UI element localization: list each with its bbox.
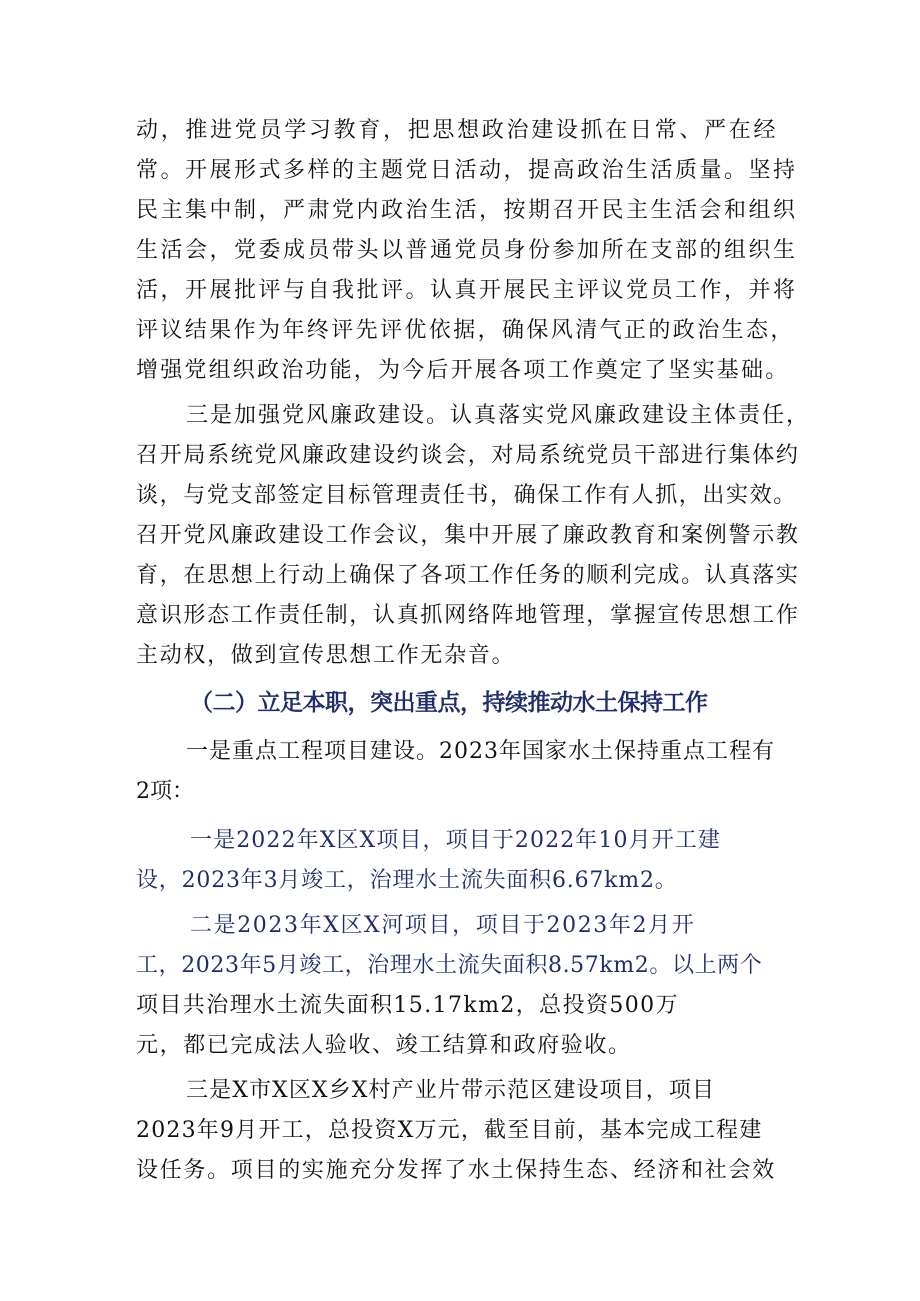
body-line: 意识形态工作责任制，认真抓网络阵地管理，掌握宣传思想工作 [136,603,800,628]
project-item-2: 二是2023年X区X河项目，项目于2023年2月开 [190,913,696,938]
body-line: 主动权，做到宣传思想工作无杂音。 [136,643,516,668]
body-line: 设任务。项目的实施充分发挥了水土保持生态、经济和社会效 [136,1158,776,1183]
body-line: 生活会，党委成员带头以普通党员身份参加所在支部的组织生 [136,238,798,263]
body-line: 常。开展形式多样的主题党日活动，提高政治生活质量。坚持 [136,158,798,183]
body-line: 2023年9月开工，总投资X万元，截至目前，基本完成工程建 [136,1118,763,1143]
body-line: 活，开展批评与自我批评。认真开展民主评议党员工作，并将 [136,278,798,303]
body-line: 谈，与党支部签定目标管理责任书，确保工作有人抓，出实效。 [136,483,797,508]
body-line: 民主集中制，严肃党内政治生活，按期召开民主生活会和组织 [136,198,798,223]
section-heading: （二）立足本职，突出重点，持续推动水土保持工作 [190,690,708,716]
project-item-1: 一是2022年X区X项目，项目于2022年10月开工建 [190,828,721,853]
paragraph-heading-demo-zone: 三是X市X区X乡X村产业片带示范区建设项目，项目 [186,1078,716,1103]
body-line: 项目共治理水土流失面积15.17km2，总投资500万 [136,993,679,1018]
body-line: 动，推进党员学习教育，把思想政治建设抓在日常、严在经 [136,118,779,143]
body-line: 评议结果作为年终评先评优依据，确保风清气正的政治生态， [136,318,795,343]
body-line: 召开党风廉政建设工作会议，集中开展了廉政教育和案例警示教 [136,523,800,548]
body-line: 育，在思想上行动上确保了各项工作任务的顺利完成。认真落实 [136,563,800,588]
paragraph-heading-key-projects: 一是重点工程项目建设。2023年国家水土保持重点工程有 [186,739,775,764]
body-line: 召开局系统党风廉政建设约谈会，对局系统党员干部进行集体约 [136,443,800,468]
body-line: 2项： [136,779,194,804]
body-line: 增强党组织政治功能，为今后开展各项工作奠定了坚实基础。 [136,358,790,383]
body-line: 元，都已完成法人验收、竣工结算和政府验收。 [136,1033,632,1058]
project-item-2-cont: 工，2023年5月竣工，治理水土流失面积8.57km2。以上两个 [136,953,763,978]
paragraph-heading-party-conduct: 三是加强党风廉政建设。认真落实党风廉政建设主体责任， [186,403,811,428]
project-item-1-cont: 设，2023年3月竣工，治理水土流失面积6.67km2。 [136,868,678,893]
